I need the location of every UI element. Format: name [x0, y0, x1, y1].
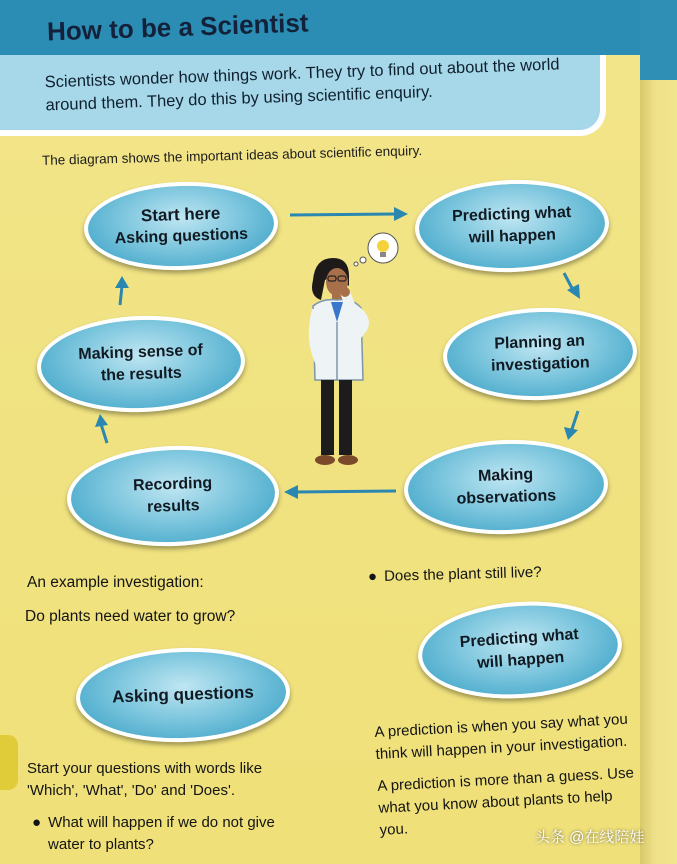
predicting-example-line-1: Predicting what	[459, 625, 580, 652]
asking-questions-label: Asking questions	[114, 225, 249, 248]
predicting-line-2: will happen	[468, 226, 557, 247]
observations-line-2: observations	[456, 487, 557, 508]
arrow-left-icon	[282, 482, 400, 502]
guess-line-2: what you know about plants to help you.	[378, 787, 613, 839]
prediction-text-block	[374, 708, 640, 842]
predicting-line-1: Predicting what	[451, 203, 572, 226]
scientist-illustration	[295, 230, 405, 480]
oval-asking-questions	[74, 644, 291, 745]
next-page-header-strip	[640, 0, 677, 80]
example-question: Do plants need water to grow?	[25, 608, 236, 625]
bullet-water-text: What will happen if we do not give	[48, 814, 275, 831]
start-questions-line-1: Start your questions with words like	[27, 760, 263, 777]
prediction-line-2: think will happen in your investigation.	[375, 732, 628, 763]
example-heading: An example investigation:	[27, 574, 204, 591]
planning-line-2: investigation	[490, 354, 590, 375]
start-questions-line-2: 'Which', 'What', 'Do' and 'Does'.	[27, 782, 235, 799]
prediction-line-1: A prediction is when you say what you	[374, 710, 629, 741]
watermark: 头条 @在线陪娃	[535, 829, 645, 846]
arrow-down-left-icon	[560, 408, 586, 442]
oval-predicting-example	[415, 595, 625, 705]
diagram-caption: The diagram shows the important ideas about scientific enquiry.	[41, 143, 423, 168]
arrow-down-right-icon	[558, 270, 584, 302]
bullet-water-line-2: water to plants?	[48, 836, 154, 853]
arrow-right-icon	[286, 204, 412, 224]
oval-recording	[65, 442, 280, 549]
asking-questions-oval-label: Asking questions	[111, 682, 255, 707]
oval-making-sense	[35, 312, 246, 415]
observations-line-1: Making	[477, 466, 534, 485]
oval-start-here	[83, 179, 280, 274]
oval-predicting	[413, 177, 610, 276]
oval-observations	[402, 436, 609, 537]
bullet-live-text: Does the plant still live?	[383, 563, 542, 585]
arrow-up-left-icon	[92, 412, 114, 446]
bullet-water-line-1	[32, 812, 275, 834]
bullet-icon: ●	[32, 814, 42, 831]
intro-text: Scientists wonder how things work. They try to find out about the world around them. They do this by using scientific enquiry.	[44, 55, 560, 115]
predicting-example-line-2: will happen	[476, 648, 565, 672]
page-edge-tab	[0, 735, 18, 790]
page-title: How to be a Scientist	[46, 7, 309, 47]
guess-line-1: A prediction is more than a guess. Use	[376, 764, 635, 795]
bullet-icon: ●	[367, 568, 378, 586]
planning-line-1: Planning an	[493, 332, 586, 353]
arrow-up-icon	[111, 274, 133, 308]
start-here-label: Start here	[140, 203, 221, 226]
recording-line-2: results	[146, 497, 200, 516]
sense-line-2: the results	[100, 364, 183, 385]
oval-planning	[441, 305, 638, 404]
bullet-live	[368, 562, 542, 589]
recording-line-1: Recording	[132, 474, 213, 495]
next-page-edge	[640, 0, 677, 864]
sense-line-1: Making sense of	[78, 341, 204, 364]
